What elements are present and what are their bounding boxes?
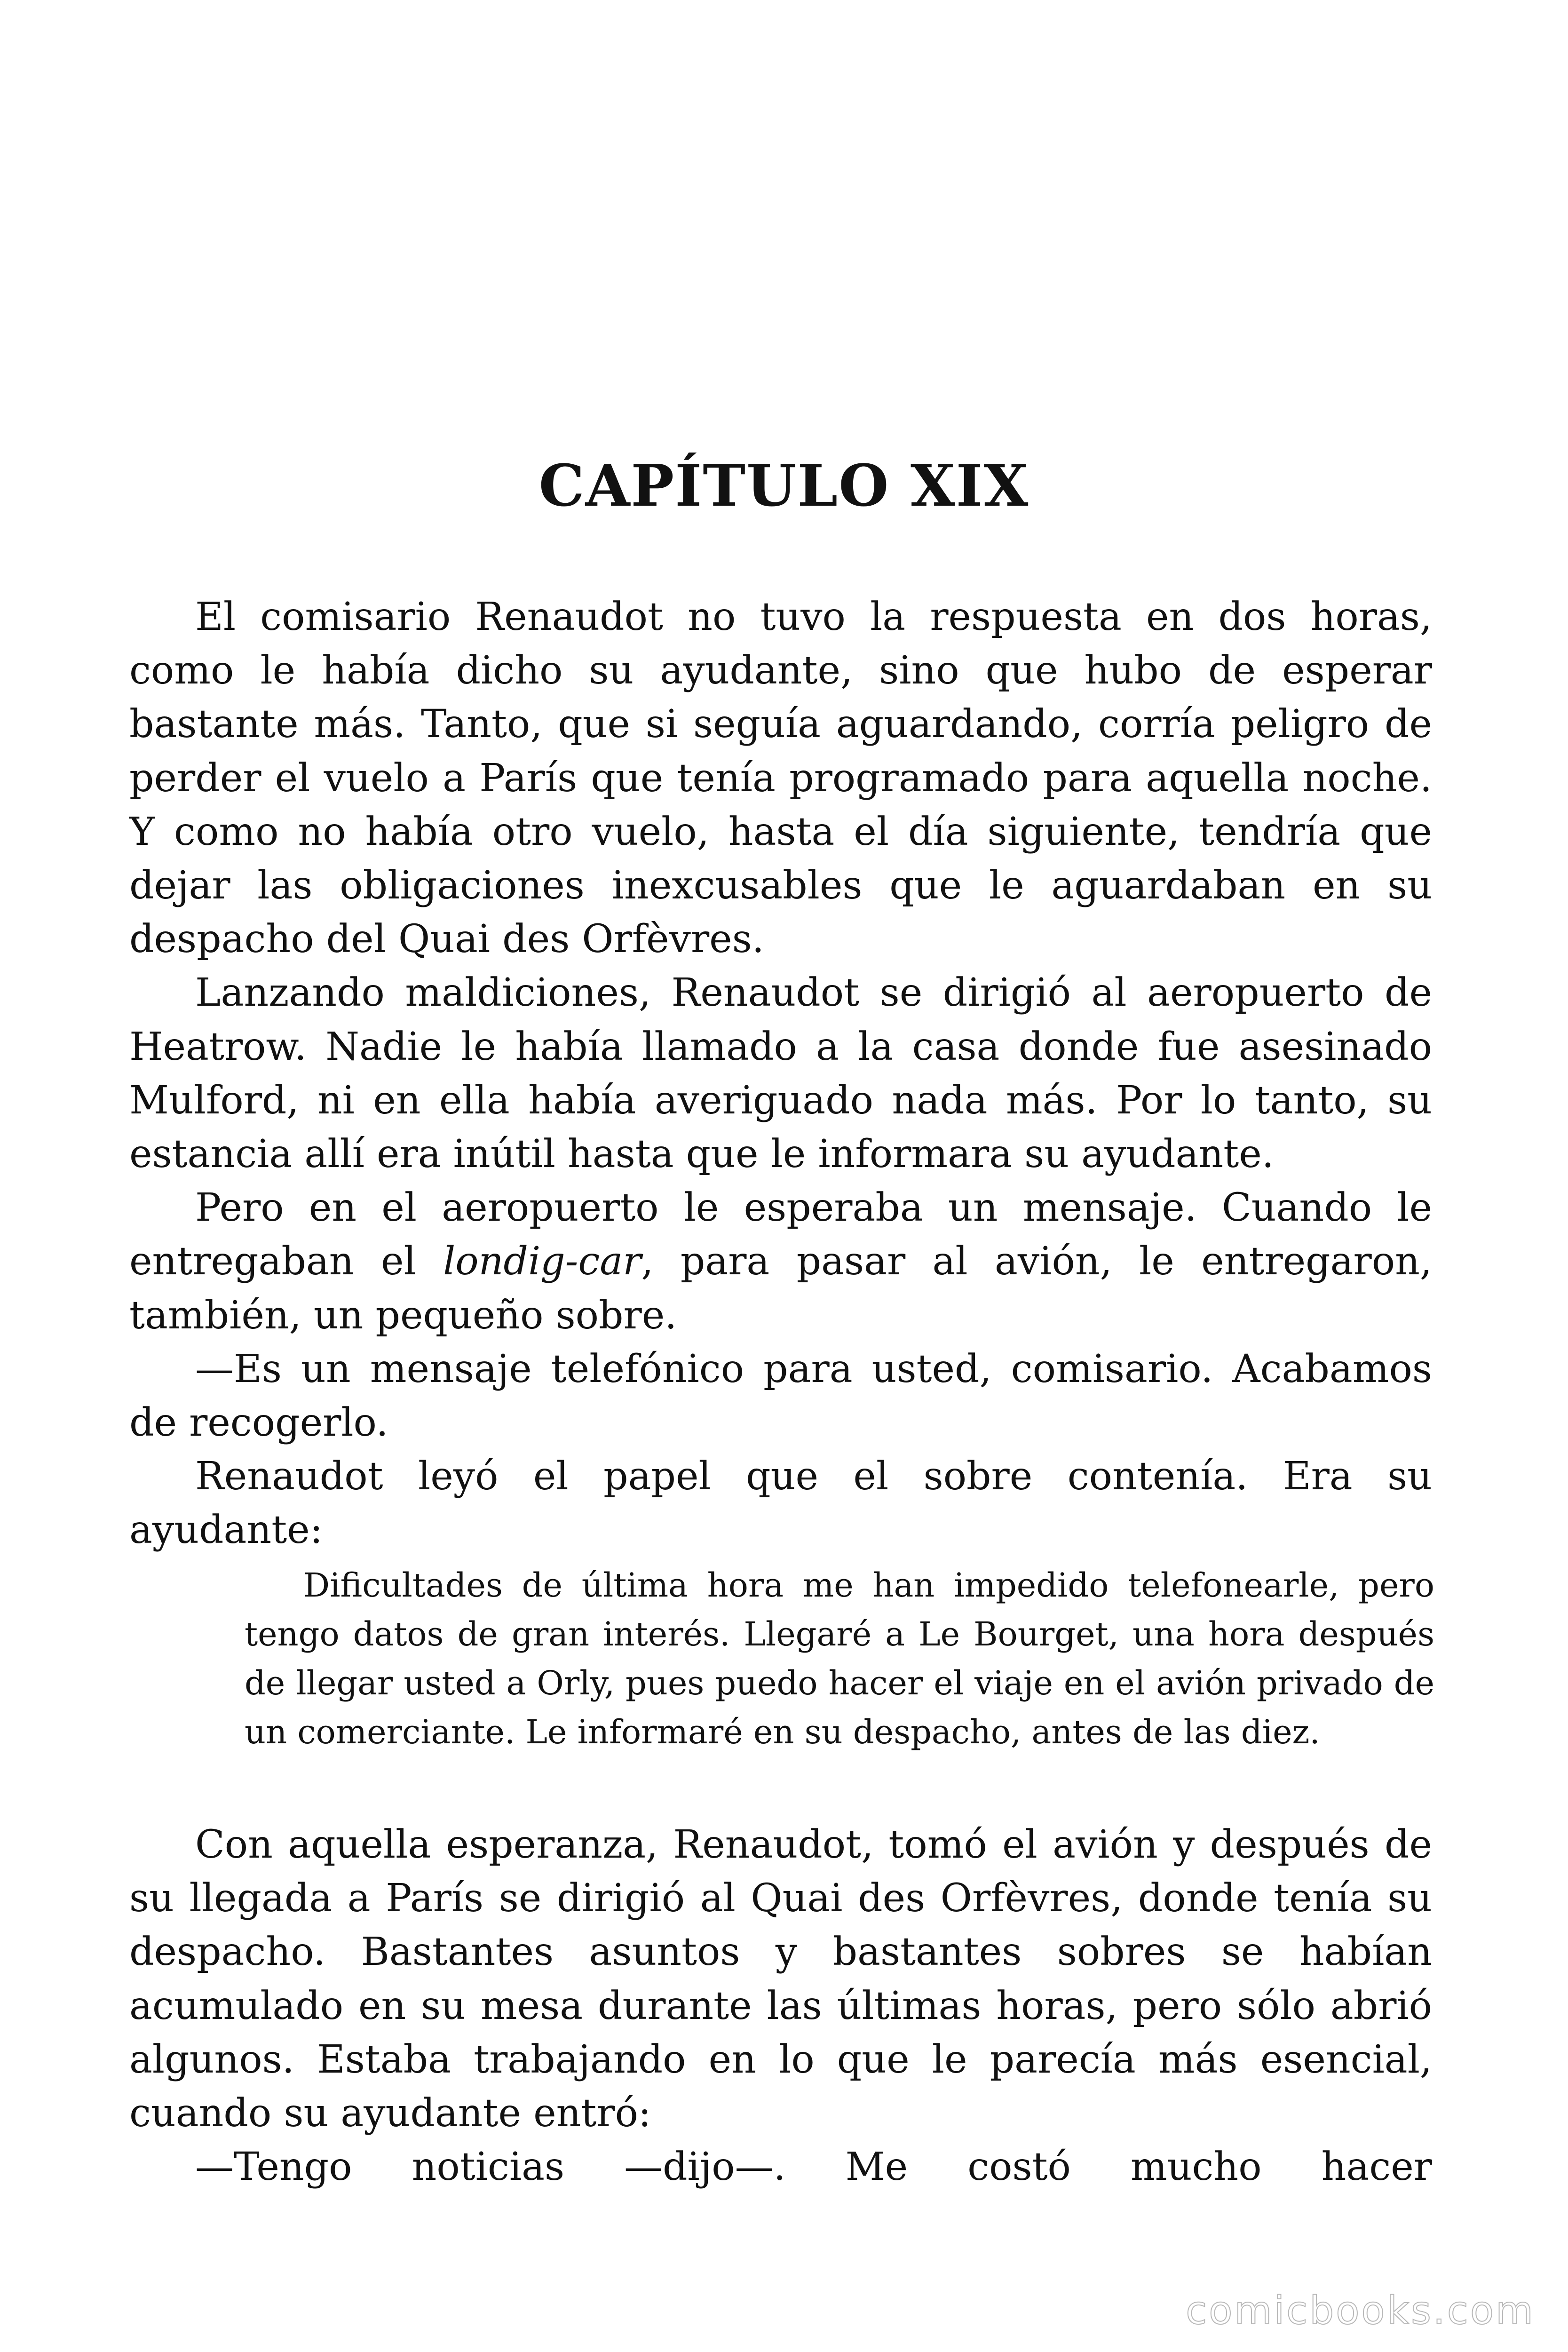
paragraph [129, 1181, 1432, 1343]
quote-text: Dificultades de última hora me han impedido telefonearle, pero tengo datos de gran interés. Llegaré a Le Bourget, una hora después de llegar usted a Orly, pues puedo hacer el viaje en el avión privado de un comerciante. Le informaré en su despacho, antes de las diez. [245, 1566, 1434, 1751]
paragraph: —Tengo noticias —dijo—. Me costó mucho hacer [195, 2145, 1432, 2190]
body-text-continued [129, 1818, 1432, 2194]
body-text [129, 590, 1432, 1557]
paragraph: El comisario Renaudot no tuvo la respuesta en dos horas, como le había dicho su ayudante, sino que hubo de esperar bastante más. Tanto, que si seguía aguardando, corría peligro de perder el vuelo a París que tenía programado para aquella noche. Y como no había otro vuelo, hasta el día siguiente, tendría que dejar las obligaciones inexcusables que le aguardaban en su despacho del Quai des Orfèvres. [129, 595, 1432, 962]
italic-term: londig-car [443, 1239, 641, 1284]
chapter-title: CAPÍTULO XIX [539, 452, 1029, 519]
paragraph: Con aquella esperanza, Renaudot, tomó el avión y después de su llegada a París se dirigió al Quai des Orfèvres, donde tenía su despacho. Bastantes asuntos y bastantes sobres se habían acumulado en su mesa durante las últimas horas, pero sólo abrió algunos. Estaba trabajando en lo que le parecía más esencial, cuando su ayudante entró: [129, 1822, 1432, 2136]
paragraph: Renaudot leyó el papel que el sobre contenía. Era su ayudante: [129, 1454, 1432, 1553]
paragraph-text: , para pasar al avión, le entregaron, también, un pequeño sobre. [129, 1239, 1432, 1338]
paragraph: Lanzando maldiciones, Renaudot se dirigió al aeropuerto de Heatrow. Nadie le había llamado a la casa donde fue asesinado Mulford, ni en ella había averiguado nada más. Por lo tanto, su estancia allí era inútil hasta que le informara su ayudante. [129, 970, 1432, 1177]
paragraph: —Es un mensaje telefónico para usted, comisario. Acabamos de recogerlo. [129, 1346, 1432, 1446]
paragraph-text: Pero en el aeropuerto le esperaba un mensaje. Cuando le entregaban el [129, 1185, 1432, 1284]
block-quote [245, 1561, 1434, 1756]
watermark: comicbooks.com [1186, 2288, 1535, 2333]
